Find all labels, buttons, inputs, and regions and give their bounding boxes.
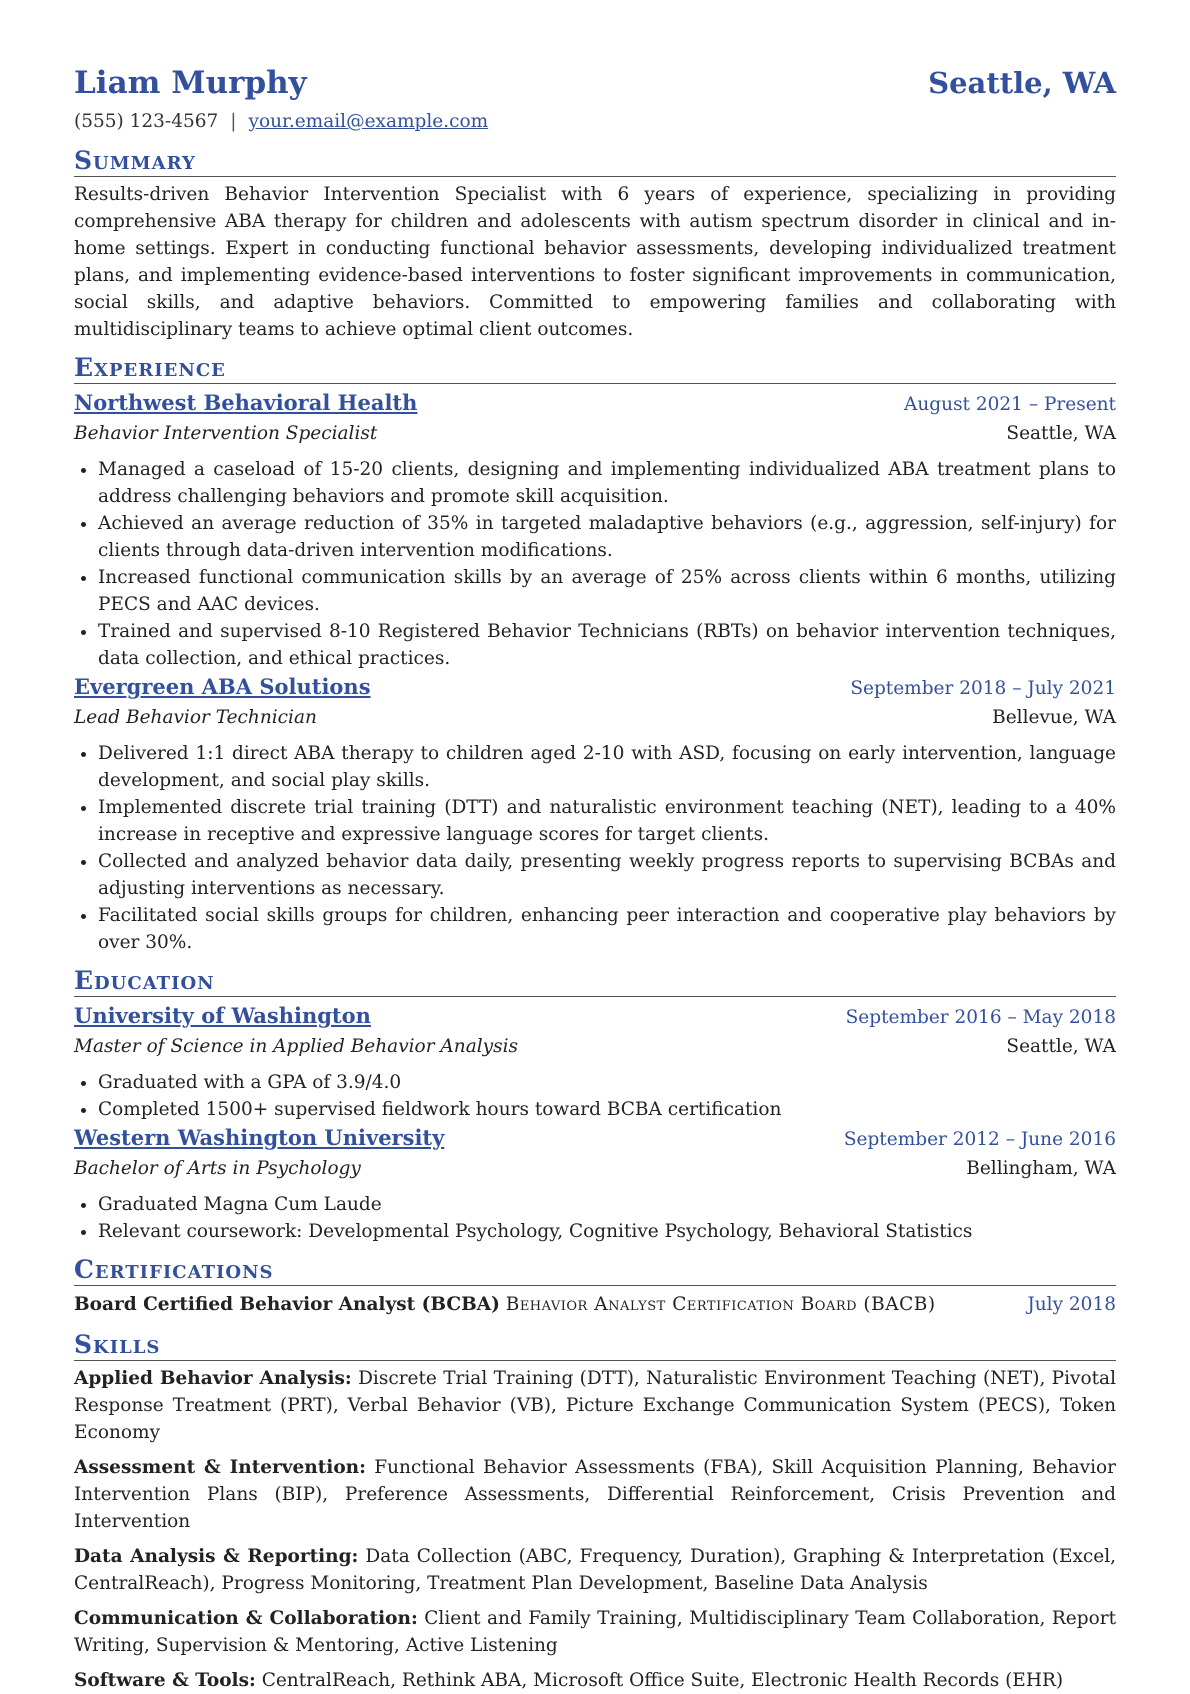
skill-group: [74, 1667, 1116, 1694]
employer-link[interactable]: Evergreen ABA Solutions: [74, 674, 371, 699]
degree-name: Master of Science in Applied Behavior Analysis: [74, 1036, 518, 1057]
bullet-item: • Delivered 1:1 direct ABA therapy to children aged 2-10 with ASD, focusing on early intervention, language development, and social play skills.: [98, 740, 1116, 794]
experience-entry: [74, 388, 1116, 672]
certification-date: July 2018: [1027, 1294, 1116, 1315]
job-title: Lead Behavior Technician: [74, 707, 317, 728]
study-dates: September 2016 – May 2018: [845, 1007, 1116, 1028]
experience-entry-subheader: [74, 704, 1116, 732]
phone-number: (555) 123-4567: [74, 111, 219, 132]
skill-group-text: CentralReach, Rethink ABA, Microsoft Office Suite, Electronic Health Records (EHR): [261, 1670, 1064, 1691]
school-link[interactable]: Western Washington University: [74, 1125, 445, 1150]
contact-separator: |: [230, 111, 237, 132]
bullet-item: • Increased functional communication skills by an average of 25% across clients within 6 months, utilizing PECS and AAC devices.: [98, 564, 1116, 618]
skill-group: [74, 1454, 1116, 1535]
candidate-location: Seattle, WA: [928, 66, 1116, 100]
bullet-item: • Relevant coursework: Developmental Psychology, Cognitive Psychology, Behavioral Statistics: [98, 1218, 1116, 1245]
summary-text: Results-driven Behavior Intervention Specialist with 6 years of experience, specializing in providing comprehensive ABA therapy for children and adolescents with autism spectrum disorder in clinical and in-home settings. Expert in conducting functional behavior assessments, developing individualized treatment plans, and implementing evidence-based interventions to foster significant improvements in communication, social skills, and adaptive behaviors. Committed to empowering families and collaborating with multidisciplinary teams to achieve optimal client outcomes.: [74, 184, 1116, 340]
skill-group-text: Functional Behavior Assessments (FBA), Skill Acquisition Planning, Behavior Intervention Plans (BIP), Preference Assessments, Differential Reinforcement, Crisis Prevention and Intervention: [74, 1457, 1117, 1532]
bullet-item: • Completed 1500+ supervised fieldwork hours toward BCBA certification: [98, 1096, 1116, 1123]
experience-entry: [74, 672, 1116, 956]
skill-group: [74, 1543, 1116, 1597]
experience-entry-subheader: [74, 420, 1116, 448]
experience-entry-header: [74, 388, 1116, 420]
skill-group-label: Applied Behavior Analysis:: [74, 1368, 352, 1389]
study-dates: September 2012 – June 2016: [843, 1129, 1116, 1150]
bullet-item: • Graduated Magna Cum Laude: [98, 1191, 1116, 1218]
certification-item: [74, 1290, 1116, 1320]
bullet-item: • Collected and analyzed behavior data daily, presenting weekly progress reports to supervising BCBAs and adjusting interventions as necessary.: [98, 848, 1116, 902]
education-entry-header: [74, 1001, 1116, 1033]
bullet-item: • Managed a caseload of 15-20 clients, designing and implementing individualized ABA treatment plans to address challenging behaviors and promote skill acquisition.: [98, 456, 1116, 510]
bullet-list: [74, 456, 1116, 672]
bullet-list: [74, 1191, 1116, 1245]
section-title-summary: Summary: [74, 146, 1116, 177]
skill-group-label: Assessment & Intervention:: [74, 1457, 366, 1478]
job-location: Bellevue, WA: [992, 707, 1116, 728]
certification-text: [74, 1290, 936, 1320]
education-entry: [74, 1001, 1116, 1123]
school-location: Seattle, WA: [1006, 1036, 1116, 1057]
skill-group: [74, 1365, 1116, 1446]
bullet-item: • Trained and supervised 8-10 Registered Behavior Technicians (RBTs) on behavior intervention techniques, data collection, and ethical practices.: [98, 618, 1116, 672]
education-entry: [74, 1123, 1116, 1245]
contact-line: [74, 108, 1116, 136]
employer-link[interactable]: Northwest Behavioral Health: [74, 390, 418, 415]
skill-group-label: Data Analysis & Reporting:: [74, 1546, 359, 1567]
skill-group-text: Data Collection (ABC, Frequency, Duration), Graphing & Interpretation (Excel, CentralReach), Progress Monitoring, Treatment Plan Development, Baseline Data Analysis: [74, 1546, 1116, 1594]
skill-group-label: Software & Tools:: [74, 1670, 256, 1691]
section-title-certifications: Certifications: [74, 1255, 1116, 1286]
bullet-item: • Achieved an average reduction of 35% in targeted maladaptive behaviors (e.g., aggression, self-injury) for clients through data-driven intervention modifications.: [98, 510, 1116, 564]
job-location: Seattle, WA: [1006, 423, 1116, 444]
employment-dates: September 2018 – July 2021: [850, 678, 1116, 699]
job-title: Behavior Intervention Specialist: [74, 423, 378, 444]
school-location: Bellingham, WA: [966, 1158, 1116, 1179]
employment-dates: August 2021 – Present: [904, 394, 1116, 415]
education-entry-subheader: [74, 1033, 1116, 1061]
skill-group-label: Communication & Collaboration:: [74, 1608, 418, 1629]
bullet-item: • Facilitated social skills groups for children, enhancing peer interaction and cooperative play behaviors by over 30%.: [98, 902, 1116, 956]
bullet-item: • Graduated with a GPA of 3.9/4.0: [98, 1069, 1116, 1096]
certification-issuer: Behavior Analyst Certification Board (BACB): [505, 1294, 936, 1315]
school-link[interactable]: University of Washington: [74, 1003, 371, 1028]
bullet-list: [74, 1069, 1116, 1123]
bullet-list: [74, 740, 1116, 956]
section-title-skills: Skills: [74, 1330, 1116, 1361]
certification-name: Board Certified Behavior Analyst (BCBA): [74, 1294, 500, 1315]
skill-group: [74, 1605, 1116, 1659]
section-title-education: Education: [74, 966, 1116, 997]
resume-header: [74, 58, 1116, 108]
email-link[interactable]: your.email@example.com: [248, 111, 489, 132]
section-title-experience: Experience: [74, 353, 1116, 384]
skill-group-text: Discrete Trial Training (DTT), Naturalistic Environment Teaching (NET), Pivotal Response Treatment (PRT), Verbal Behavior (VB), Picture Exchange Communication System (PECS), Token Economy: [74, 1368, 1116, 1443]
skill-group-text: Client and Family Training, Multidisciplinary Team Collaboration, Report Writing, Supervision & Mentoring, Active Listening: [74, 1608, 1117, 1656]
bullet-item: • Implemented discrete trial training (DTT) and naturalistic environment teaching (NET), leading to a 40% increase in receptive and expressive language scores for target clients.: [98, 794, 1116, 848]
education-entry-header: [74, 1123, 1116, 1155]
candidate-name: Liam Murphy: [74, 65, 307, 101]
experience-entry-header: [74, 672, 1116, 704]
education-entry-subheader: [74, 1155, 1116, 1183]
degree-name: Bachelor of Arts in Psychology: [74, 1158, 361, 1179]
